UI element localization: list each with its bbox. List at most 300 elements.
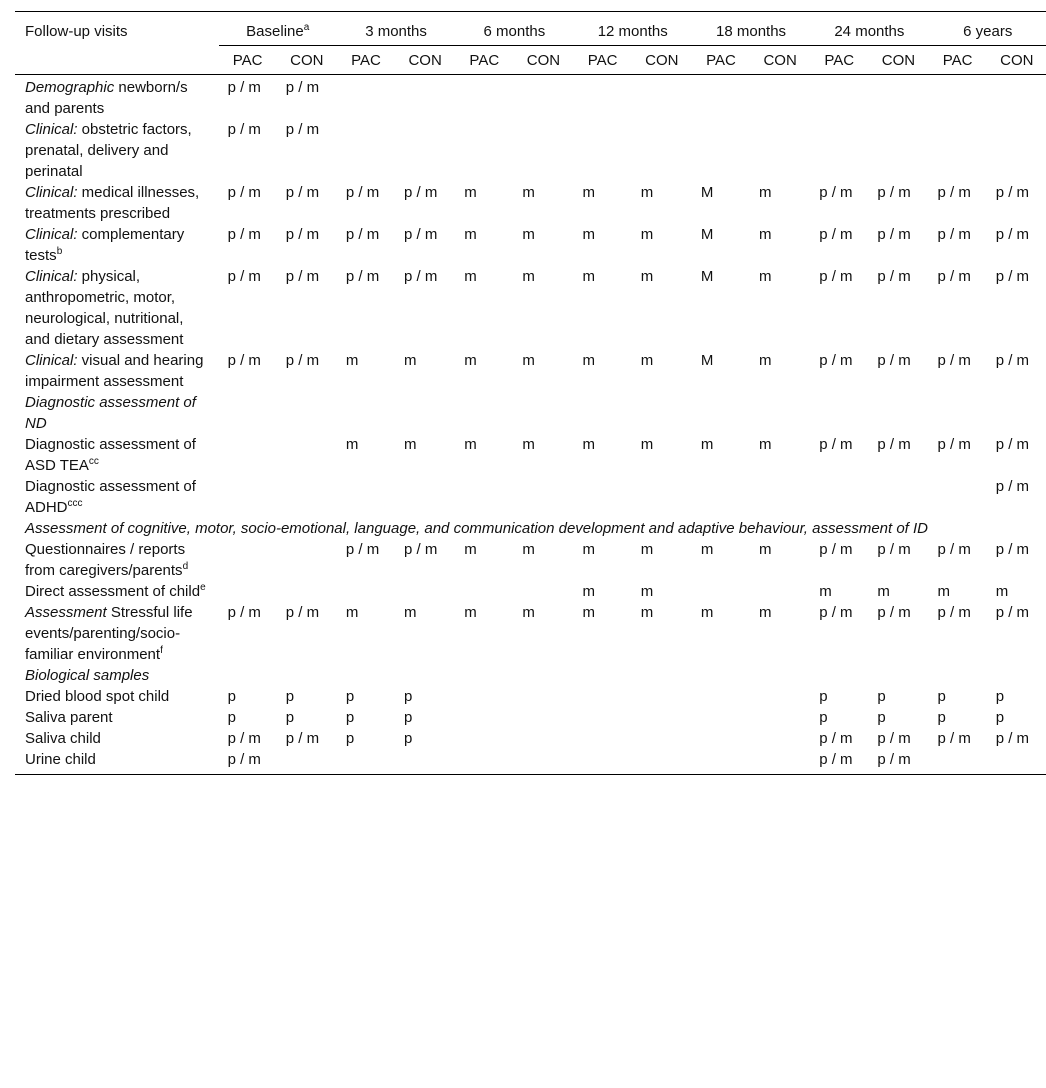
table-cell: m bbox=[700, 541, 714, 558]
table-cell: m bbox=[582, 352, 596, 369]
table-cell bbox=[810, 75, 868, 120]
table-cell bbox=[692, 119, 750, 182]
table-cell bbox=[987, 119, 1046, 182]
table-body bbox=[15, 75, 1046, 775]
table-cell bbox=[574, 119, 632, 182]
row-label: Direct assessment of child$^e$ bbox=[25, 582, 206, 600]
table-cell: p bbox=[877, 688, 886, 705]
group-header: PAC bbox=[455, 46, 513, 75]
row-label: Clinical: physical, anthropometric, motor, neurological, nutritional, and dietary assessment bbox=[25, 268, 184, 348]
table-cell: p / m bbox=[877, 436, 911, 453]
table-cell: p / m bbox=[995, 730, 1030, 747]
group-header: PAC bbox=[574, 46, 632, 75]
table-cell: p / m bbox=[937, 352, 971, 369]
table-cell bbox=[692, 707, 750, 728]
header-empty-cell bbox=[15, 46, 219, 75]
table-cell bbox=[929, 665, 987, 686]
table-cell: p bbox=[345, 688, 355, 705]
table-cell: p bbox=[285, 688, 295, 705]
row-label: Assessment Stressful life events/parenting/socio-familiar environment$^f$ bbox=[25, 604, 193, 663]
table-row bbox=[15, 728, 1046, 749]
table-cell bbox=[810, 119, 868, 182]
table-cell: p / m bbox=[877, 604, 911, 621]
table-cell bbox=[337, 476, 395, 518]
table-cell bbox=[750, 728, 810, 749]
group-header: CON bbox=[513, 46, 573, 75]
table-cell: p / m bbox=[285, 730, 320, 747]
table-cell: m bbox=[522, 184, 535, 201]
table-cell bbox=[692, 581, 750, 602]
row-label: Diagnostic assessment of ND bbox=[25, 394, 196, 432]
table-cell: p / m bbox=[937, 226, 971, 243]
table-cell: p / m bbox=[995, 184, 1030, 201]
table-cell bbox=[277, 392, 337, 434]
table-cell: p / m bbox=[877, 730, 911, 747]
table-cell: p / m bbox=[345, 268, 380, 285]
table-cell: p bbox=[937, 709, 946, 726]
table-cell: m bbox=[819, 583, 832, 600]
table-cell: m bbox=[582, 184, 596, 201]
table-cell: p / m bbox=[995, 436, 1030, 453]
table-cell bbox=[692, 686, 750, 707]
table-row bbox=[15, 602, 1046, 665]
table-cell: p / m bbox=[819, 604, 853, 621]
table-cell: m bbox=[877, 583, 890, 600]
row-label: Diagnostic assessment of ASD $TEA^{cc}$ bbox=[25, 436, 196, 474]
table-cell bbox=[692, 665, 750, 686]
table-row bbox=[15, 75, 1046, 120]
table-cell: p / m bbox=[285, 79, 320, 96]
table-cell bbox=[277, 434, 337, 476]
table-row bbox=[15, 266, 1046, 350]
table-cell: p / m bbox=[937, 184, 971, 201]
table-cell: p / m bbox=[285, 121, 320, 138]
table-cell: m bbox=[582, 268, 596, 285]
table-cell bbox=[395, 392, 455, 434]
table-cell: m bbox=[582, 583, 596, 600]
table-cell: p bbox=[819, 688, 828, 705]
table-cell bbox=[987, 665, 1046, 686]
table-cell: m bbox=[522, 226, 535, 243]
table-cell: m bbox=[464, 541, 477, 558]
table-cell: p / m bbox=[345, 541, 380, 558]
table-cell: m bbox=[464, 604, 477, 621]
table-cell bbox=[632, 686, 692, 707]
table-cell bbox=[574, 392, 632, 434]
table-row bbox=[15, 434, 1046, 476]
table-cell: p / m bbox=[937, 604, 971, 621]
table-cell bbox=[574, 665, 632, 686]
table-row bbox=[15, 350, 1046, 392]
table-cell bbox=[750, 749, 810, 775]
row-label: Clinical: obstetric factors, prenatal, delivery and perinatal bbox=[25, 121, 192, 180]
table-cell: p bbox=[345, 730, 355, 747]
table-row bbox=[15, 224, 1046, 266]
row-label: Questionnaires / reports from caregivers/parents$^d$ bbox=[25, 541, 189, 579]
table-cell bbox=[574, 75, 632, 120]
group-header: PAC bbox=[810, 46, 868, 75]
table-cell bbox=[455, 749, 513, 775]
table-cell: p / m bbox=[227, 352, 261, 369]
table-cell bbox=[692, 749, 750, 775]
table-cell: p / m bbox=[995, 352, 1030, 369]
table-cell: m bbox=[640, 541, 654, 558]
table-cell: p / m bbox=[404, 184, 438, 201]
table-cell: p bbox=[404, 709, 413, 726]
table-cell bbox=[455, 707, 513, 728]
table-cell: p / m bbox=[285, 184, 320, 201]
table-cell: p / m bbox=[404, 541, 438, 558]
row-label: Clinical: complementary tests$^b$ bbox=[25, 226, 185, 264]
table-cell bbox=[395, 119, 455, 182]
table-row bbox=[15, 392, 1046, 434]
table-cell bbox=[337, 75, 395, 120]
table-cell: p / m bbox=[819, 436, 853, 453]
row-label: Diagnostic assessment of $ADHD^{ccc}$ bbox=[25, 478, 196, 516]
table-cell: m bbox=[522, 604, 535, 621]
table-cell bbox=[929, 392, 987, 434]
header-row-groups bbox=[15, 46, 1046, 75]
table-cell bbox=[513, 75, 573, 120]
table-cell bbox=[750, 665, 810, 686]
table-cell bbox=[929, 749, 987, 775]
table-cell: m bbox=[522, 268, 535, 285]
table-cell bbox=[455, 119, 513, 182]
table-cell: p / m bbox=[227, 79, 261, 96]
table-cell bbox=[219, 392, 277, 434]
table-cell bbox=[574, 686, 632, 707]
table-cell bbox=[750, 119, 810, 182]
table-cell: p / m bbox=[285, 226, 320, 243]
table-cell bbox=[219, 665, 277, 686]
table-cell: p bbox=[995, 709, 1005, 726]
table-cell bbox=[455, 75, 513, 120]
table-cell bbox=[337, 581, 395, 602]
table-cell: M bbox=[700, 268, 714, 285]
table-cell: p bbox=[819, 709, 828, 726]
table-cell: p / m bbox=[819, 352, 853, 369]
table-cell: p / m bbox=[285, 604, 320, 621]
table-cell bbox=[868, 665, 928, 686]
table-cell: m bbox=[522, 541, 535, 558]
table-cell bbox=[750, 707, 810, 728]
table-cell bbox=[277, 749, 337, 775]
table-cell bbox=[455, 686, 513, 707]
table-cell: m bbox=[759, 268, 772, 285]
table-cell: m bbox=[345, 352, 359, 369]
table-cell: p / m bbox=[404, 226, 438, 243]
table-cell: p / m bbox=[819, 226, 853, 243]
table-cell bbox=[750, 476, 810, 518]
row-label: Saliva parent bbox=[25, 709, 113, 726]
table-cell: m bbox=[345, 436, 359, 453]
table-cell bbox=[513, 707, 573, 728]
table-cell: p / m bbox=[877, 268, 911, 285]
table-cell: m bbox=[582, 541, 596, 558]
table-cell: m bbox=[404, 604, 417, 621]
table-cell: p / m bbox=[877, 184, 911, 201]
table-cell: p bbox=[345, 709, 355, 726]
table-cell bbox=[632, 392, 692, 434]
visit-header-24-months: 24 months bbox=[810, 12, 928, 46]
table-cell: p / m bbox=[285, 268, 320, 285]
table-row bbox=[15, 686, 1046, 707]
table-cell: m bbox=[700, 436, 714, 453]
table-cell bbox=[513, 665, 573, 686]
table-cell bbox=[395, 749, 455, 775]
table-cell: p bbox=[404, 688, 413, 705]
table-cell bbox=[632, 728, 692, 749]
table-cell: p / m bbox=[227, 751, 261, 768]
table-cell: p / m bbox=[937, 541, 971, 558]
table-cell: m bbox=[464, 436, 477, 453]
table-row bbox=[15, 539, 1046, 581]
visit-header-6-months: 6 months bbox=[455, 12, 573, 46]
table-cell: p / m bbox=[819, 184, 853, 201]
table-cell bbox=[692, 728, 750, 749]
table-cell bbox=[692, 392, 750, 434]
row-label: Clinical: medical illnesses, treatments prescribed bbox=[25, 184, 200, 222]
group-header: CON bbox=[987, 46, 1046, 75]
table-row bbox=[15, 749, 1046, 775]
table-cell: p / m bbox=[819, 751, 853, 768]
table-cell: p / m bbox=[227, 730, 261, 747]
table-cell: m bbox=[759, 436, 772, 453]
table-cell: M bbox=[700, 226, 714, 243]
table-cell: m bbox=[582, 604, 596, 621]
table-cell bbox=[632, 665, 692, 686]
visit-header-3-months: 3 months bbox=[337, 12, 455, 46]
table-cell: p bbox=[404, 730, 413, 747]
table-cell: m bbox=[522, 352, 535, 369]
table-cell: m bbox=[522, 436, 535, 453]
table-cell bbox=[692, 75, 750, 120]
table-cell: p / m bbox=[937, 730, 971, 747]
table-cell bbox=[632, 476, 692, 518]
row-label: Dried blood spot child bbox=[25, 688, 170, 705]
group-header: PAC bbox=[219, 46, 277, 75]
table-cell bbox=[395, 665, 455, 686]
table-cell: m bbox=[640, 604, 654, 621]
table-cell: p / m bbox=[345, 226, 380, 243]
table-cell bbox=[513, 476, 573, 518]
table-cell bbox=[632, 749, 692, 775]
group-header: CON bbox=[868, 46, 928, 75]
table-cell bbox=[455, 476, 513, 518]
table-cell bbox=[868, 392, 928, 434]
table-cell bbox=[987, 749, 1046, 775]
table-cell bbox=[513, 119, 573, 182]
table-cell: m bbox=[464, 226, 477, 243]
table-cell bbox=[455, 581, 513, 602]
table-cell: m bbox=[700, 604, 714, 621]
table-cell bbox=[455, 392, 513, 434]
table-cell: p / m bbox=[345, 184, 380, 201]
group-header: PAC bbox=[929, 46, 987, 75]
table-cell bbox=[574, 476, 632, 518]
table-cell: m bbox=[640, 268, 654, 285]
table-cell: p / m bbox=[819, 268, 853, 285]
table-cell: m bbox=[640, 583, 654, 600]
table-cell bbox=[574, 707, 632, 728]
table-cell bbox=[219, 476, 277, 518]
table-cell: p / m bbox=[819, 730, 853, 747]
table-cell: p bbox=[227, 688, 236, 705]
table-cell bbox=[277, 581, 337, 602]
table-cell bbox=[750, 686, 810, 707]
table-cell: p / m bbox=[937, 436, 971, 453]
table-cell: p / m bbox=[877, 226, 911, 243]
table-cell: m bbox=[640, 184, 654, 201]
table-cell: p / m bbox=[227, 121, 261, 138]
table-cell: M bbox=[700, 184, 714, 201]
table-row bbox=[15, 665, 1046, 686]
table-cell: m bbox=[640, 226, 654, 243]
table-cell: m bbox=[464, 184, 477, 201]
table-cell: p / m bbox=[227, 226, 261, 243]
table-cell: p / m bbox=[877, 352, 911, 369]
table-cell: p bbox=[877, 709, 886, 726]
visit-header-baseline: Baseline$^a$ bbox=[219, 12, 337, 46]
table-cell bbox=[513, 686, 573, 707]
table-cell: m bbox=[640, 352, 654, 369]
table-cell: p / m bbox=[995, 478, 1030, 495]
table-row bbox=[15, 476, 1046, 518]
table-cell: m bbox=[582, 226, 596, 243]
table-cell: p / m bbox=[937, 268, 971, 285]
visit-header-12-months: 12 months bbox=[574, 12, 692, 46]
group-header: PAC bbox=[692, 46, 750, 75]
table-cell bbox=[692, 476, 750, 518]
table-cell bbox=[574, 749, 632, 775]
table-cell bbox=[395, 581, 455, 602]
table-cell bbox=[219, 539, 277, 581]
row-label: Demographic newborn/s and parents bbox=[25, 79, 188, 117]
table-cell: p / m bbox=[227, 268, 261, 285]
table-cell bbox=[750, 581, 810, 602]
table-cell bbox=[513, 728, 573, 749]
table-cell: m bbox=[640, 436, 654, 453]
row-label: Saliva child bbox=[25, 730, 101, 747]
table-cell bbox=[750, 75, 810, 120]
table-cell: p / m bbox=[227, 184, 261, 201]
row-label: Clinical: visual and hearing impairment assessment bbox=[25, 352, 204, 390]
table-cell: M bbox=[700, 352, 714, 369]
table-cell bbox=[395, 75, 455, 120]
group-header: CON bbox=[750, 46, 810, 75]
table-cell: m bbox=[582, 436, 596, 453]
table-cell: p / m bbox=[227, 604, 261, 621]
table-row bbox=[15, 518, 1046, 539]
table-cell bbox=[513, 749, 573, 775]
group-header: PAC bbox=[337, 46, 395, 75]
table-cell bbox=[455, 665, 513, 686]
table-cell: p / m bbox=[877, 751, 911, 768]
table-cell bbox=[277, 539, 337, 581]
table-cell bbox=[868, 119, 928, 182]
table-cell: p bbox=[937, 688, 946, 705]
table-cell: p / m bbox=[877, 541, 911, 558]
table-row bbox=[15, 581, 1046, 602]
table-cell bbox=[929, 75, 987, 120]
table-cell bbox=[337, 119, 395, 182]
table-cell: m bbox=[404, 436, 417, 453]
table-cell bbox=[337, 749, 395, 775]
table-cell: p bbox=[227, 709, 236, 726]
table-cell: m bbox=[759, 352, 772, 369]
table-cell bbox=[929, 119, 987, 182]
header-row-visits bbox=[15, 12, 1046, 46]
table-cell bbox=[929, 476, 987, 518]
table-cell bbox=[513, 581, 573, 602]
table-cell: p / m bbox=[819, 541, 853, 558]
table-cell bbox=[277, 476, 337, 518]
row-label: Urine child bbox=[25, 751, 96, 768]
table-cell bbox=[810, 392, 868, 434]
table-row bbox=[15, 182, 1046, 224]
table-cell bbox=[632, 75, 692, 120]
group-header: CON bbox=[632, 46, 692, 75]
table-cell bbox=[337, 392, 395, 434]
table-cell bbox=[219, 581, 277, 602]
table-cell bbox=[868, 476, 928, 518]
table-cell: m bbox=[759, 226, 772, 243]
table-cell: m bbox=[759, 184, 772, 201]
table-row bbox=[15, 707, 1046, 728]
table-cell bbox=[810, 476, 868, 518]
table-cell bbox=[810, 665, 868, 686]
follow-up-table bbox=[15, 11, 1046, 775]
table-cell: p / m bbox=[285, 352, 320, 369]
table-cell: m bbox=[345, 604, 359, 621]
table-cell bbox=[277, 665, 337, 686]
table-cell bbox=[395, 476, 455, 518]
visit-header-6-years: 6 years bbox=[929, 12, 1046, 46]
table-cell: p / m bbox=[995, 226, 1030, 243]
table-cell bbox=[455, 728, 513, 749]
table-cell bbox=[219, 434, 277, 476]
table-cell bbox=[987, 392, 1046, 434]
table-cell bbox=[574, 728, 632, 749]
group-header: CON bbox=[277, 46, 337, 75]
visit-header-18-months: 18 months bbox=[692, 12, 810, 46]
table-cell bbox=[987, 75, 1046, 120]
table-cell: p / m bbox=[995, 604, 1030, 621]
section-heading: Assessment of cognitive, motor, socio-emotional, language, and communication development and adaptive behaviour, assessment of ID bbox=[25, 520, 929, 537]
table-cell: p bbox=[995, 688, 1005, 705]
table-cell bbox=[513, 392, 573, 434]
table-cell: p / m bbox=[995, 268, 1030, 285]
table-cell bbox=[868, 75, 928, 120]
table-cell: m bbox=[464, 268, 477, 285]
table-cell: p / m bbox=[404, 268, 438, 285]
group-header: CON bbox=[395, 46, 455, 75]
table-cell: m bbox=[759, 604, 772, 621]
header-label: Follow-up visits bbox=[25, 23, 128, 40]
table-cell bbox=[632, 119, 692, 182]
table-cell: p bbox=[285, 709, 295, 726]
row-label: Biological samples bbox=[25, 667, 150, 684]
table-cell: m bbox=[937, 583, 951, 600]
table-cell: p / m bbox=[995, 541, 1030, 558]
table-cell: m bbox=[404, 352, 417, 369]
table-cell bbox=[632, 707, 692, 728]
table-cell: m bbox=[759, 541, 772, 558]
table-row bbox=[15, 119, 1046, 182]
table-cell bbox=[750, 392, 810, 434]
table-cell bbox=[337, 665, 395, 686]
table-cell: m bbox=[995, 583, 1009, 600]
